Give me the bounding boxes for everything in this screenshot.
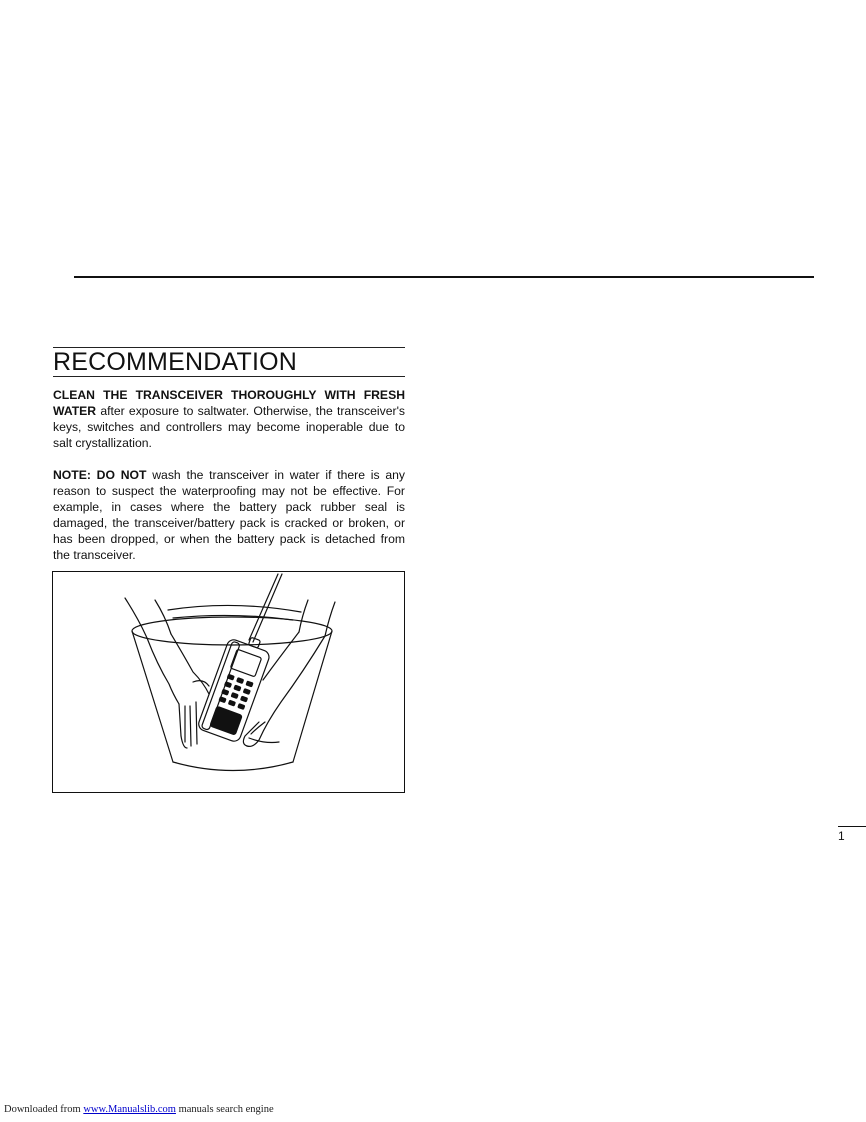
note-paragraph-bold: NOTE: DO NOT <box>53 468 147 482</box>
right-hand-drawing <box>243 632 325 746</box>
note-paragraph-text: wash the transceiver in water if there is any reason to suspect the waterproofing may not be effective. For example, in cases where the battery pack rubber seal is damaged, the transceiver/battery pack is cracked or broken, or has been dropped, or when the battery pack is detached from the transceiver. <box>53 468 405 562</box>
left-hand-drawing <box>147 634 209 748</box>
note-paragraph <box>53 467 405 563</box>
download-footer <box>4 1104 274 1115</box>
page-tab-rule <box>838 826 866 827</box>
top-rule <box>74 276 814 278</box>
footer-suffix: manuals search engine <box>175 1104 274 1115</box>
washing-illustration <box>52 571 405 793</box>
cleaning-paragraph-text: after exposure to saltwater. Otherwise, the transceiver's keys, switches and controllers may become inoperable due to salt crystallization. <box>53 404 405 450</box>
page-number: 1 <box>838 829 845 843</box>
section-title: RECOMMENDATION <box>53 347 405 377</box>
cleaning-paragraph <box>53 387 405 451</box>
footer-prefix: Downloaded from <box>4 1104 84 1115</box>
bucket-drawing <box>132 605 332 770</box>
arms-drawing <box>125 598 335 638</box>
manualslib-link[interactable]: www.Manualslib.com <box>83 1104 176 1115</box>
cleaning-paragraph-bold: CLEAN THE TRANSCEIVER THOROUGHLY WITH FRESH WATER <box>53 388 405 418</box>
recommendation-section <box>53 347 405 563</box>
radio-drawing <box>197 630 274 743</box>
